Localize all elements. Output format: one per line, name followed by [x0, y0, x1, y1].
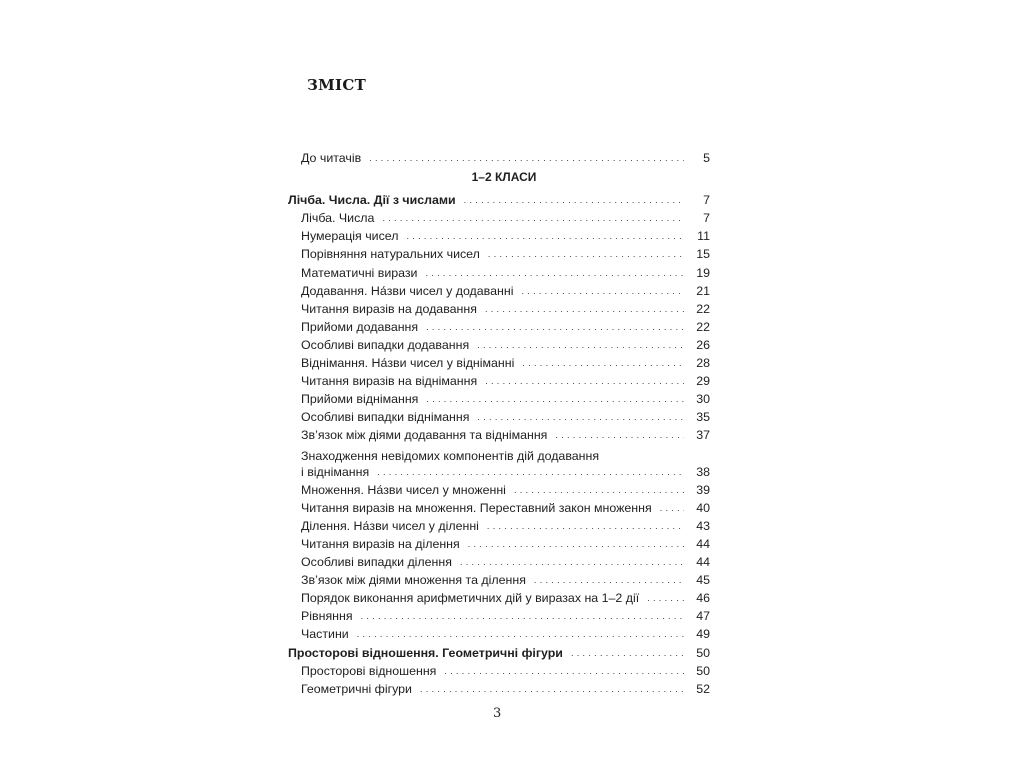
toc-entry-label: Просторові відношення [301, 663, 437, 678]
toc-entry-label: Додавання. На́зви чисел у додаванні [301, 283, 514, 298]
table-of-contents [288, 147, 710, 696]
toc-entry-page: 38 [696, 464, 710, 479]
dot-leader [425, 266, 684, 280]
toc-entry-page: 45 [696, 573, 710, 588]
toc-entry-page: 50 [696, 663, 710, 678]
toc-entry-page: 46 [696, 591, 710, 606]
dot-leader [477, 410, 684, 424]
toc-entry[interactable] [288, 207, 710, 225]
dot-leader [426, 320, 684, 334]
dot-leader [460, 555, 684, 569]
toc-entry-label: Просторові відношення. Геометричні фігури [288, 645, 563, 660]
toc-entry[interactable] [288, 334, 710, 352]
dot-leader [488, 247, 684, 261]
dot-leader [361, 609, 684, 623]
toc-entry[interactable] [288, 442, 710, 478]
toc-entry-page: 22 [696, 319, 710, 334]
toc-entry-label: Лічба. Числа [301, 211, 375, 226]
toc-entry-label: Зв’язок між діями множення та ділення [301, 573, 526, 588]
dot-leader [487, 519, 684, 533]
dot-leader [357, 627, 684, 641]
toc-entry[interactable] [288, 189, 710, 207]
toc-entry-label: Прийоми віднімання [301, 392, 419, 407]
dot-leader [406, 229, 684, 243]
toc-entry-label: Читання виразів на множення. Переставний закон множення [301, 500, 652, 515]
toc-entry[interactable] [288, 551, 710, 569]
toc-entry-label: Геометричні фігури [301, 681, 412, 696]
toc-entry[interactable] [288, 515, 710, 533]
toc-entry-label: Знаходження невідомих компонентів дій додавання [301, 448, 600, 463]
toc-entry-label: Читання виразів на додавання [301, 301, 477, 316]
toc-entry-page: 30 [696, 392, 710, 407]
toc-entry[interactable] [288, 479, 710, 497]
dot-leader [426, 392, 684, 406]
toc-entry-page: 52 [696, 681, 710, 696]
dot-leader [382, 211, 684, 225]
toc-entry-label: Прийоми додавання [301, 319, 419, 334]
dot-leader [464, 193, 684, 207]
section-heading: 1–2 КЛАСИ [471, 170, 537, 185]
toc-entry-page: 26 [696, 337, 710, 352]
dot-leader [444, 664, 684, 678]
dot-leader [477, 338, 684, 352]
toc-entry-label: Частини [301, 627, 349, 642]
toc-entry-page: 49 [696, 627, 710, 642]
toc-entry[interactable] [288, 533, 710, 551]
toc-entry[interactable] [288, 678, 710, 696]
toc-entry-label-continued: і віднімання [301, 464, 370, 479]
toc-entry-label: Читання виразів на ділення [301, 536, 460, 551]
toc-entry-page: 47 [696, 609, 710, 624]
toc-entry-page: 39 [696, 482, 710, 497]
dot-leader [534, 573, 684, 587]
dot-leader [485, 302, 684, 316]
toc-entry[interactable] [288, 388, 710, 406]
toc-entry-label: Зв’язок між діями додавання та віднімання [301, 428, 548, 443]
toc-entry[interactable] [288, 225, 710, 243]
toc-entry[interactable] [288, 424, 710, 442]
toc-entry-label: До читачів [301, 151, 362, 166]
toc-entry-page: 44 [696, 555, 710, 570]
toc-entry-label: Особливі випадки віднімання [301, 410, 470, 425]
toc-entry[interactable] [288, 406, 710, 424]
toc-entry-label: Особливі випадки додавання [301, 337, 470, 352]
toc-entry-page: 43 [696, 518, 710, 533]
page-number: 3 [493, 706, 502, 721]
toc-entry[interactable] [288, 261, 710, 279]
toc-entry-label: Лічба. Числа. Дії з числами [288, 193, 456, 208]
dot-leader [468, 537, 684, 551]
dot-leader [377, 465, 684, 479]
dot-leader [369, 151, 684, 165]
toc-entry-label: Математичні вирази [301, 265, 418, 280]
toc-entry[interactable] [288, 497, 710, 515]
toc-entry-label: Читання виразів на віднімання [301, 374, 478, 389]
toc-entry-page: 15 [696, 247, 710, 262]
toc-entry-page: 50 [696, 645, 710, 660]
toc-entry[interactable] [288, 280, 710, 298]
toc-entry[interactable] [288, 298, 710, 316]
toc-entry[interactable] [288, 605, 710, 623]
toc-entry-page: 21 [696, 283, 710, 298]
dot-leader [555, 428, 684, 442]
toc-entries [288, 189, 710, 696]
toc-entry-page: 19 [696, 265, 710, 280]
toc-entry[interactable] [288, 370, 710, 388]
toc-entry-page: 7 [703, 193, 710, 208]
toc-entry-label: Віднімання. На́зви чисел у відніманні [301, 356, 515, 371]
section-heading-wrap [288, 165, 710, 189]
toc-entry-page: 7 [703, 211, 710, 226]
dot-leader [420, 682, 684, 696]
toc-entry[interactable] [288, 569, 710, 587]
dot-leader [522, 356, 684, 370]
page-title: ЗМІСТ [307, 76, 367, 94]
toc-entry-page: 29 [696, 374, 710, 389]
dot-leader [571, 646, 684, 660]
dot-leader [485, 374, 684, 388]
toc-entry-label: Рівняння [301, 609, 353, 624]
toc-entry[interactable] [288, 243, 710, 261]
toc-entry-page: 37 [696, 428, 710, 443]
toc-entry-page: 28 [696, 356, 710, 371]
dot-leader [514, 483, 684, 497]
toc-entry-label: Ділення. На́зви чисел у діленні [301, 518, 479, 533]
toc-entry[interactable] [288, 641, 710, 659]
toc-entry[interactable] [288, 352, 710, 370]
toc-entry-page: 5 [703, 151, 710, 166]
toc-entry[interactable] [288, 587, 710, 605]
toc-entry-page: 35 [696, 410, 710, 425]
dot-leader [521, 284, 684, 298]
toc-entry-label: Порівняння натуральних чисел [301, 247, 480, 262]
toc-entry-label: Особливі випадки ділення [301, 555, 452, 570]
toc-entry[interactable] [288, 660, 710, 678]
toc-entry-intro[interactable] [288, 147, 710, 165]
toc-entry-label: Порядок виконання арифметичних дій у виразах на 1–2 дії [301, 591, 640, 606]
toc-entry-page: 44 [696, 536, 710, 551]
toc-entry-page: 11 [697, 229, 710, 244]
toc-entry[interactable] [288, 316, 710, 334]
dot-leader [647, 591, 684, 605]
toc-entry[interactable] [288, 623, 710, 641]
toc-entry-label: Нумерація чисел [301, 229, 399, 244]
dot-leader [660, 501, 684, 515]
toc-entry-page: 40 [696, 500, 710, 515]
toc-entry-page: 22 [696, 301, 710, 316]
toc-entry-label: Множення. На́зви чисел у множенні [301, 482, 506, 497]
